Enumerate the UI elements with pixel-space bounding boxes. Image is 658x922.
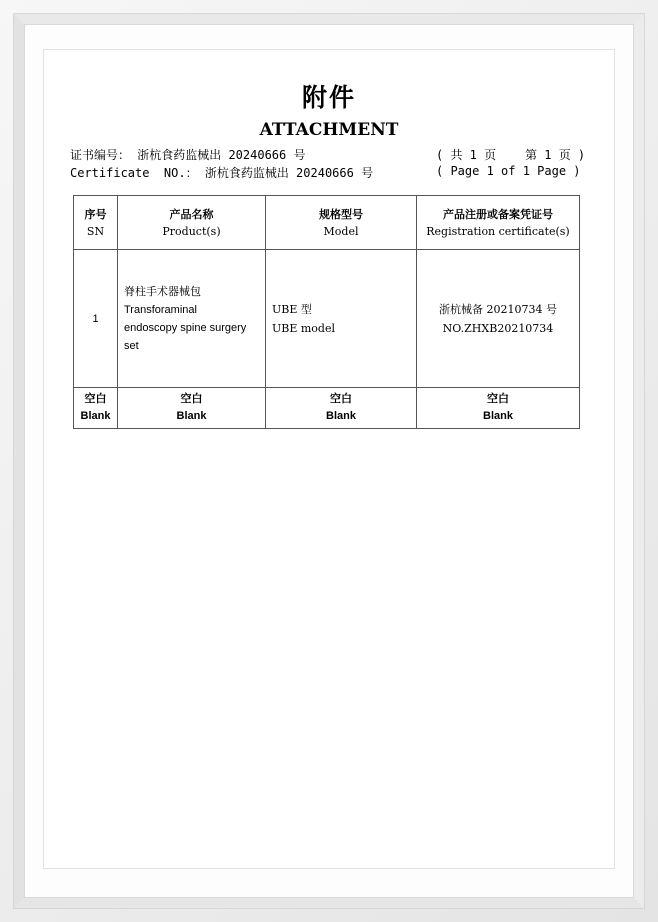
blank-en: Blank: [80, 410, 111, 422]
header-product: [118, 196, 266, 250]
row-product: [118, 250, 266, 388]
row-model: [266, 250, 417, 388]
model-cn: UBE 型: [272, 302, 312, 316]
document-title-chinese: 附件: [301, 83, 356, 112]
product-name-en-line1: Transforaminal: [124, 303, 197, 316]
page-count-chinese: ( 共 1 页 第 1 页 ): [436, 148, 586, 162]
blank-cn: 空白: [84, 393, 107, 405]
header-product-en: Product(s): [162, 224, 221, 238]
header-registration-cn: 产品注册或备案凭证号: [443, 207, 553, 221]
blank-cn: 空白: [487, 393, 509, 405]
product-name-en-line3: set: [124, 339, 139, 352]
table-row: [74, 250, 580, 388]
blank-en: Blank: [483, 410, 513, 422]
header-sn: [74, 196, 118, 250]
registration-en: NO.ZHXB20210734: [442, 321, 554, 335]
blank-en: Blank: [176, 410, 207, 422]
blank-cn: 空白: [330, 393, 352, 405]
blank-cell-sn: [74, 388, 118, 429]
header-product-cn: 产品名称: [169, 207, 214, 221]
row-registration: [417, 250, 580, 388]
header-model: [266, 196, 417, 250]
certificate-number-english: Certificate NO.： 浙杭食药监械出 20240666 号: [70, 166, 374, 180]
blank-en: Blank: [326, 410, 356, 422]
table-header-row: [74, 196, 580, 250]
blank-cell-product: [118, 388, 266, 429]
page-count-english: ( Page 1 of 1 Page ): [436, 164, 581, 178]
header-sn-cn: 序号: [84, 207, 107, 221]
model-en: UBE model: [272, 321, 336, 335]
header-model-cn: 规格型号: [319, 207, 363, 221]
registration-cn: 浙杭械备 20210734 号: [439, 302, 557, 316]
header-sn-en: SN: [86, 224, 105, 238]
certificate-number-chinese: 证书编号： 浙杭食药监械出 20240666 号: [70, 148, 306, 162]
blank-cell-registration: [417, 388, 580, 429]
header-registration-en: Registration certificate(s): [426, 224, 570, 238]
blank-cell-model: [266, 388, 417, 429]
document-title-english: ATTACHMENT: [259, 120, 399, 140]
product-name-cn: 脊柱手术器械包: [124, 285, 201, 298]
product-name-en-line2: endoscopy spine surgery: [124, 321, 247, 334]
header-registration: [417, 196, 580, 250]
row-sn: 1: [74, 250, 118, 388]
header-model-en: Model: [323, 224, 359, 238]
blank-cn: 空白: [180, 393, 203, 405]
blank-row: [74, 388, 580, 429]
attachment-table: [73, 195, 580, 429]
